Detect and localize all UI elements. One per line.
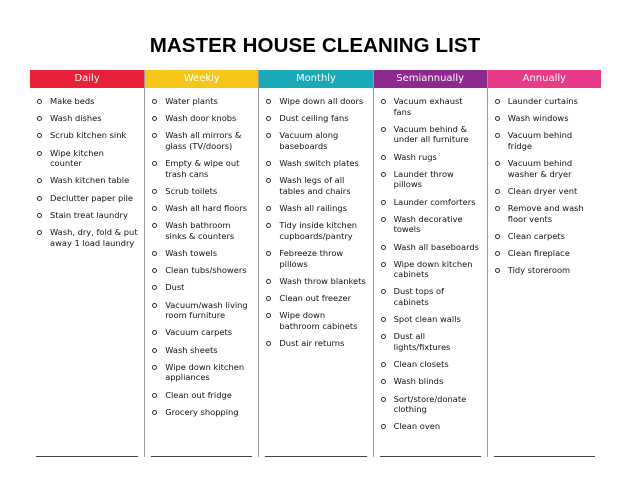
task-label: Clean fireplace <box>507 248 570 259</box>
circle-bullet-icon <box>495 206 500 211</box>
page-title: MASTER HOUSE CLEANING LIST <box>149 34 481 57</box>
circle-bullet-icon <box>37 99 42 104</box>
task-item <box>36 148 138 169</box>
cleaning-schedule-board <box>30 70 601 457</box>
task-item <box>151 407 252 418</box>
circle-bullet-icon <box>381 245 386 250</box>
task-label: Stain treat laundry <box>50 209 128 220</box>
circle-bullet-icon <box>152 393 157 398</box>
circle-bullet-icon <box>37 151 42 156</box>
circle-bullet-icon <box>37 178 42 183</box>
task-item <box>380 96 481 117</box>
task-label: Wash throw blankets <box>279 275 366 286</box>
task-item <box>265 158 366 169</box>
circle-bullet-icon <box>495 251 500 256</box>
task-label: Wipe down bathroom cabinets <box>279 310 358 331</box>
column-semiannually <box>373 70 487 457</box>
circle-bullet-icon <box>381 424 386 429</box>
task-item <box>380 124 481 145</box>
column-daily <box>30 70 144 457</box>
circle-bullet-icon <box>152 189 157 194</box>
circle-bullet-icon <box>381 217 386 222</box>
column-footer-line <box>380 456 481 457</box>
circle-bullet-icon <box>152 133 157 138</box>
circle-bullet-icon <box>266 223 271 228</box>
task-label: Dust ceiling fans <box>279 113 349 124</box>
task-label: Tidy storeroom <box>507 265 571 276</box>
task-label: Scrub toilets <box>165 185 218 196</box>
task-list-semiannually <box>374 88 487 432</box>
task-item <box>151 327 252 338</box>
task-item <box>380 242 481 253</box>
task-item <box>494 96 595 107</box>
column-header-monthly: Monthly <box>259 70 372 88</box>
task-item <box>494 158 595 179</box>
circle-bullet-icon <box>152 161 157 166</box>
task-item <box>380 421 481 432</box>
circle-bullet-icon <box>266 99 271 104</box>
circle-bullet-icon <box>381 99 386 104</box>
circle-bullet-icon <box>381 172 386 177</box>
task-label: Wipe down kitchen cabinets <box>393 258 473 280</box>
task-label: Wash all railings <box>279 203 347 214</box>
task-label: Vacuum/wash living room furniture <box>165 299 248 321</box>
column-header-annually: Annually <box>488 70 601 88</box>
task-item <box>151 265 252 276</box>
column-footer-line <box>265 456 366 457</box>
circle-bullet-icon <box>381 200 386 205</box>
circle-bullet-icon <box>266 251 271 256</box>
task-item <box>265 113 366 124</box>
task-label: Clean tubs/showers <box>165 265 247 276</box>
circle-bullet-icon <box>381 379 386 384</box>
task-label: Wash dishes <box>50 113 102 124</box>
task-label: Launder throw pillows <box>393 168 454 190</box>
circle-bullet-icon <box>381 334 386 339</box>
circle-bullet-icon <box>266 341 271 346</box>
task-item <box>151 113 252 124</box>
task-item <box>36 175 138 186</box>
circle-bullet-icon <box>152 206 157 211</box>
task-item <box>36 130 138 141</box>
circle-bullet-icon <box>495 189 500 194</box>
task-label: Wash all mirrors & glass (TV/doors) <box>165 130 242 151</box>
task-label: Wipe kitchen counter <box>50 147 104 169</box>
circle-bullet-icon <box>152 330 157 335</box>
circle-bullet-icon <box>152 348 157 353</box>
task-item <box>380 169 481 190</box>
task-label: Wash, dry, fold & put away 1 load laundry <box>50 226 138 248</box>
task-label: Remove and wash floor vents <box>507 203 584 224</box>
task-label: Wash sheets <box>165 344 218 355</box>
task-label: Wash decorative towels <box>393 213 463 235</box>
circle-bullet-icon <box>381 127 386 132</box>
circle-bullet-icon <box>266 116 271 121</box>
circle-bullet-icon <box>37 196 42 201</box>
task-item <box>265 220 366 241</box>
task-label: Empty & wipe out trash cans <box>165 158 240 179</box>
task-label: Clean carpets <box>507 230 565 241</box>
task-list-daily <box>30 88 144 248</box>
task-item <box>265 175 366 196</box>
task-label: Sort/store/donate clothing <box>393 393 467 415</box>
circle-bullet-icon <box>152 268 157 273</box>
task-item <box>265 310 366 331</box>
circle-bullet-icon <box>152 365 157 370</box>
circle-bullet-icon <box>495 116 500 121</box>
task-label: Wash blinds <box>393 376 444 387</box>
task-item <box>265 96 366 107</box>
circle-bullet-icon <box>152 223 157 228</box>
task-label: Wash windows <box>507 113 569 124</box>
task-label: Clean closets <box>393 359 449 370</box>
task-item <box>265 130 366 151</box>
task-item <box>380 152 481 163</box>
circle-bullet-icon <box>266 296 271 301</box>
task-item <box>36 193 138 204</box>
column-header-daily: Daily <box>30 70 144 88</box>
task-item <box>494 265 595 276</box>
task-label: Launder curtains <box>507 96 578 106</box>
task-item <box>151 96 252 107</box>
circle-bullet-icon <box>152 303 157 308</box>
task-list-weekly <box>145 88 258 417</box>
task-label: Scrub kitchen sink <box>50 130 127 141</box>
task-label: Vacuum behind washer & dryer <box>507 158 573 179</box>
circle-bullet-icon <box>37 230 42 235</box>
task-label: Launder comforters <box>393 196 476 207</box>
task-label: Wash switch plates <box>279 158 359 169</box>
column-header-weekly: Weekly <box>145 70 258 88</box>
task-list-monthly <box>259 88 372 349</box>
task-label: Vacuum behind & under all furniture <box>393 123 469 145</box>
circle-bullet-icon <box>152 285 157 290</box>
circle-bullet-icon <box>381 289 386 294</box>
column-monthly <box>258 70 372 457</box>
task-label: Wipe down all doors <box>279 96 364 106</box>
task-item <box>380 359 481 370</box>
task-item <box>265 293 366 304</box>
circle-bullet-icon <box>37 133 42 138</box>
task-item <box>494 186 595 197</box>
circle-bullet-icon <box>266 161 271 166</box>
task-item <box>36 113 138 124</box>
task-item <box>151 390 252 401</box>
task-label: Wash towels <box>165 248 218 259</box>
task-label: Clean out fridge <box>165 389 232 400</box>
task-label: Vacuum carpets <box>165 327 233 338</box>
circle-bullet-icon <box>495 161 500 166</box>
circle-bullet-icon <box>381 397 386 402</box>
task-label: Declutter paper pile <box>50 192 134 203</box>
circle-bullet-icon <box>495 99 500 104</box>
task-item <box>380 197 481 208</box>
circle-bullet-icon <box>381 262 386 267</box>
task-label: Vacuum behind fridge <box>507 130 573 151</box>
task-label: Wash bathroom sinks & counters <box>165 220 235 241</box>
task-item <box>494 248 595 259</box>
column-footer-line <box>151 456 252 457</box>
column-footer-line <box>36 456 138 457</box>
circle-bullet-icon <box>495 268 500 273</box>
task-item <box>265 203 366 214</box>
task-item <box>265 338 366 349</box>
task-label: Water plants <box>165 96 218 106</box>
circle-bullet-icon <box>495 133 500 138</box>
task-label: Wash legs of all tables and chairs <box>279 175 351 196</box>
circle-bullet-icon <box>152 410 157 415</box>
column-weekly <box>144 70 258 457</box>
circle-bullet-icon <box>37 213 42 218</box>
task-item <box>151 220 252 241</box>
task-label: Wash all hard floors <box>165 203 248 214</box>
task-label: Wash kitchen table <box>50 175 130 186</box>
task-label: Dust all lights/fixtures <box>393 331 451 353</box>
task-item <box>494 203 595 224</box>
circle-bullet-icon <box>266 133 271 138</box>
task-label: Spot clean walls <box>393 314 461 325</box>
task-label: Vacuum exhaust fans <box>393 96 463 117</box>
task-item <box>380 394 481 415</box>
task-item <box>151 282 252 293</box>
circle-bullet-icon <box>266 206 271 211</box>
task-item <box>494 130 595 151</box>
circle-bullet-icon <box>266 279 271 284</box>
task-label: Dust tops of cabinets <box>393 286 444 308</box>
circle-bullet-icon <box>152 99 157 104</box>
task-label: Clean out freezer <box>279 293 352 304</box>
task-item <box>380 214 481 235</box>
circle-bullet-icon <box>266 178 271 183</box>
task-label: Wipe down kitchen appliances <box>165 361 245 383</box>
task-item <box>151 248 252 259</box>
task-label: Vacuum along baseboards <box>279 130 339 151</box>
circle-bullet-icon <box>152 116 157 121</box>
task-item <box>494 231 595 242</box>
task-item <box>151 362 252 383</box>
task-list-annually <box>488 88 601 276</box>
task-label: Febreeze throw pillows <box>279 248 344 269</box>
task-item <box>151 130 252 151</box>
task-item <box>380 259 481 280</box>
task-item <box>151 186 252 197</box>
task-label: Dust air returns <box>279 338 345 349</box>
task-item <box>265 248 366 269</box>
task-label: Wash rugs <box>393 151 437 162</box>
task-item <box>380 314 481 325</box>
task-item <box>151 345 252 356</box>
task-label: Make beds <box>50 96 95 106</box>
circle-bullet-icon <box>495 234 500 239</box>
task-item <box>151 300 252 321</box>
task-label: Clean dryer vent <box>507 185 578 196</box>
task-label: Tidy inside kitchen cupboards/pantry <box>279 220 358 241</box>
task-item <box>151 203 252 214</box>
task-item <box>151 158 252 179</box>
task-item <box>380 376 481 387</box>
circle-bullet-icon <box>381 362 386 367</box>
task-item <box>36 96 138 107</box>
circle-bullet-icon <box>381 317 386 322</box>
task-item <box>36 210 138 221</box>
task-label: Wash all baseboards <box>393 241 479 252</box>
task-label: Clean oven <box>393 421 441 432</box>
circle-bullet-icon <box>381 155 386 160</box>
circle-bullet-icon <box>152 251 157 256</box>
task-item <box>265 276 366 287</box>
column-footer-line <box>494 456 595 457</box>
task-item <box>36 227 138 248</box>
column-header-semiannually: Semiannually <box>374 70 487 88</box>
task-item <box>380 331 481 352</box>
task-item <box>380 286 481 307</box>
circle-bullet-icon <box>266 313 271 318</box>
task-label: Grocery shopping <box>165 406 239 417</box>
circle-bullet-icon <box>37 116 42 121</box>
task-label: Dust <box>165 282 185 293</box>
column-annually <box>487 70 601 457</box>
task-item <box>494 113 595 124</box>
task-label: Wash door knobs <box>165 113 237 124</box>
